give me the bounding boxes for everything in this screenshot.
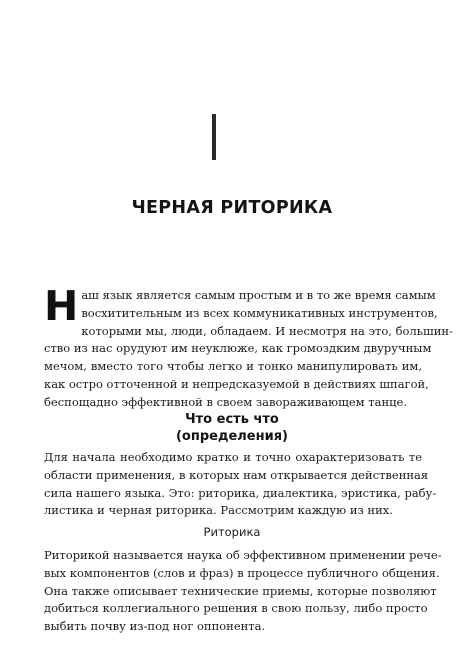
rhetoric-line: выбить почву из-под ног оппонента.: [44, 619, 266, 634]
intro-line: которыми мы, люди, обладаем. И несмотря на это, большин-: [81, 323, 453, 338]
definitions-line: области применения, в которых нам открывается действенная: [44, 467, 429, 482]
section-heading-line: Что есть что: [185, 412, 279, 427]
rhetoric-paragraph: [44, 547, 442, 636]
subsection-heading: Риторика: [203, 525, 261, 539]
rhetoric-line: добиться коллегиального решения в свою пользу, либо просто: [44, 601, 428, 616]
chapter-title: ЧЕРНАЯ РИТОРИКА: [131, 198, 333, 218]
definitions-line: сила нашего языка. Это: риторика, диалектика, эристика, рабу-: [44, 485, 437, 500]
definitions-paragraph: [44, 449, 437, 520]
rhetoric-line: вых компонентов (слов и фраз) в процессе публичного общения.: [44, 565, 440, 580]
section-heading: [0, 411, 464, 445]
intro-line: беспощадно эффективной в своем завораживающем танце.: [44, 394, 408, 409]
intro-line: восхитительным из всех коммуникативных инструментов,: [81, 305, 438, 320]
intro-paragraph: [44, 282, 453, 412]
section-heading-line: (определения): [175, 429, 288, 444]
intro-line: мечом, вместо того чтобы легко и тонко манипулировать им,: [44, 359, 422, 374]
intro-line: аш язык является самым простым и в то же время самым: [81, 288, 436, 302]
chapter-number-mark: [212, 114, 216, 160]
intro-line: ство из нас орудуют им неуклюже, как громоздким двуручным: [44, 341, 432, 356]
rhetoric-line: Она также описывает технические приемы, которые позволяют: [44, 583, 437, 598]
rhetoric-line: Риторикой называется наука об эффективном применении рече-: [44, 548, 442, 562]
intro-line: как остро отточенной и непредсказуемой в действиях шпагой,: [44, 376, 429, 391]
definitions-line: Для начала необходимо кратко и точно охарактеризовать те: [44, 450, 422, 464]
definitions-line: листика и черная риторика. Рассмотрим каждую из них.: [44, 503, 393, 518]
drop-cap: Н: [44, 282, 79, 330]
